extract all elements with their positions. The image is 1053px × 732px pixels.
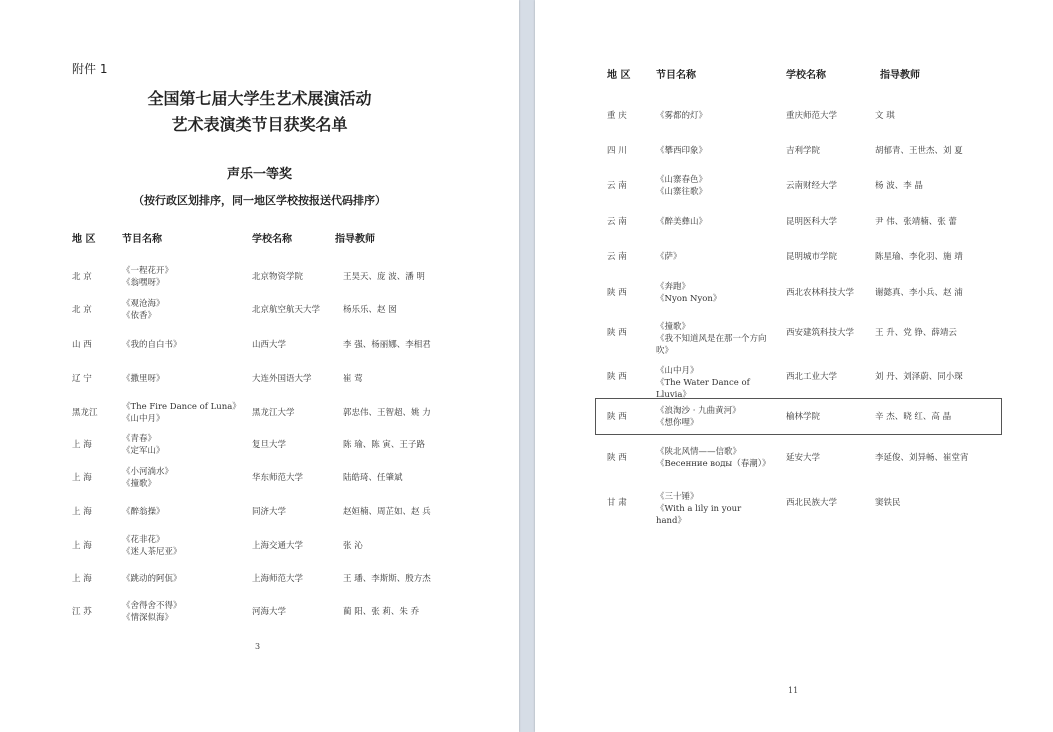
- cell-program: [122, 339, 250, 351]
- cell-program: [122, 373, 250, 385]
- cell-program: [122, 466, 250, 490]
- program-title-line: 《萨》: [656, 252, 682, 262]
- program-title-line: 《山寨往歌》: [656, 187, 708, 197]
- cell-teachers: 李延俊、刘异畅、崔堂宵: [875, 453, 969, 463]
- header-school: 学校名称: [252, 234, 292, 245]
- header-region: 地 区: [607, 70, 631, 81]
- header-teachers: 指导教师: [880, 70, 920, 81]
- cell-school: 延安大学: [786, 453, 821, 463]
- cell-region: 陕 西: [607, 372, 627, 382]
- program-title-line: 《迷人茶尼亚》: [122, 547, 182, 557]
- cell-teachers: 杨乐乐、赵 囡: [343, 305, 397, 315]
- program-title-line: 《醉美彝山》: [656, 217, 708, 227]
- cell-teachers: 王 璠、李斯斯、殷方杰: [343, 574, 431, 584]
- cell-school: 榆林学院: [786, 412, 821, 422]
- cell-program: [656, 174, 768, 198]
- program-title-line: 《The Fire Dance of Luna》: [122, 402, 241, 412]
- cell-teachers: 杨 波、李 晶: [875, 181, 923, 191]
- header-program: 节目名称: [122, 234, 162, 245]
- program-title-line: 《翁嘿呀》: [122, 278, 165, 288]
- cell-program: [656, 365, 768, 401]
- cell-teachers: 刘 丹、刘泽蔚、同小琛: [875, 372, 963, 382]
- program-title-line: 《我不知道风是在那一个方向吹》: [656, 334, 767, 356]
- cell-teachers: 张 沁: [343, 541, 363, 551]
- program-title-line: 《舍得舍不得》: [122, 601, 182, 611]
- cell-region: 江 苏: [72, 607, 92, 617]
- cell-teachers: 陈 瑜、陈 寅、王子路: [343, 440, 425, 450]
- program-title-line: 《青春》: [122, 434, 157, 444]
- cell-school: 昆明城市学院: [786, 252, 838, 262]
- program-title-line: 《情深似海》: [122, 613, 174, 623]
- program-title-line: 《醉翁操》: [122, 507, 165, 517]
- cell-program: [656, 281, 768, 305]
- program-title-line: 《一程花开》: [122, 266, 174, 276]
- cell-region: 陕 西: [607, 412, 627, 422]
- cell-program: [656, 216, 768, 228]
- program-title-line: 《撞歌》: [122, 479, 157, 489]
- cell-region: 上 海: [72, 440, 92, 450]
- cell-teachers: 窦铁民: [875, 498, 901, 508]
- program-title-line: 《小河淌水》: [122, 467, 174, 477]
- cell-school: 西安建筑科技大学: [786, 328, 855, 338]
- cell-school: 上海师范大学: [252, 574, 304, 584]
- program-title-line: 《攀西印象》: [656, 146, 708, 156]
- program-title-line: 《山寨春色》: [656, 175, 708, 185]
- cell-school: 西北工业大学: [786, 372, 838, 382]
- cell-school: 同济大学: [252, 507, 287, 517]
- cell-program: [656, 110, 768, 122]
- cell-school: 上海交通大学: [252, 541, 304, 551]
- award-category: 声乐一等奖: [226, 167, 292, 182]
- program-title-line: 《雾都的灯》: [656, 111, 708, 121]
- sort-note: （按行政区划排序，同一地区学校按报送代码排序）: [133, 194, 386, 207]
- cell-school: 黑龙江大学: [252, 408, 295, 418]
- program-title-line: 《With a lily in your hand》: [656, 504, 742, 526]
- program-title-line: 《奔跑》: [656, 282, 691, 292]
- page-number-right: 11: [788, 686, 799, 695]
- cell-region: 北 京: [72, 305, 92, 315]
- cell-teachers: 崔 莺: [343, 374, 363, 384]
- program-title-line: 《花非花》: [122, 535, 165, 545]
- program-title-line: 《我的自白书》: [122, 340, 182, 350]
- cell-program: [122, 298, 250, 322]
- cell-region: 山 西: [72, 340, 92, 350]
- program-title-line: 《Весенние воды（春潮）》: [656, 459, 771, 469]
- cell-school: 山西大学: [252, 340, 287, 350]
- cell-teachers: 李 强、杨丽娜、李相君: [343, 340, 431, 350]
- cell-school: 云南财经大学: [786, 181, 838, 191]
- cell-teachers: 蔺 阳、张 莉、朱 乔: [343, 607, 420, 617]
- header-teachers: 指导教师: [335, 234, 375, 245]
- cell-region: 陕 西: [607, 288, 627, 298]
- cell-region: 云 南: [607, 217, 627, 227]
- program-title-line: 《山中月》: [122, 414, 165, 424]
- cell-region: 陕 西: [607, 453, 627, 463]
- cell-teachers: 尹 伟、张靖楠、张 蕾: [875, 217, 957, 227]
- cell-region: 云 南: [607, 252, 627, 262]
- cell-program: [122, 433, 250, 457]
- cell-teachers: 王昊天、庞 波、潘 明: [343, 272, 425, 282]
- cell-region: 上 海: [72, 473, 92, 483]
- document-title-line2: 艺术表演类节目获奖名单: [171, 115, 348, 134]
- program-title-line: 《跳动的阿佤》: [122, 574, 182, 584]
- cell-school: 华东师范大学: [252, 473, 304, 483]
- cell-region: 上 海: [72, 541, 92, 551]
- cell-region: 四 川: [607, 146, 627, 156]
- cell-teachers: 辛 杰、晓 红、高 晶: [875, 412, 952, 422]
- cell-region: 辽 宁: [72, 374, 92, 384]
- program-title-line: 《撒里呀》: [122, 374, 165, 384]
- cell-program: [656, 321, 768, 357]
- cell-program: [656, 446, 771, 470]
- program-title-line: 《撞歌》: [656, 322, 691, 332]
- cell-region: 云 南: [607, 181, 627, 191]
- header-program: 节目名称: [656, 70, 696, 81]
- cell-teachers: 陆皓琦、任肇斌: [343, 473, 403, 483]
- cell-program: [656, 491, 768, 527]
- cell-teachers: 谢懿真、李小兵、赵 浦: [875, 288, 963, 298]
- page-number-left: 3: [255, 642, 261, 651]
- document-title-line1: 全国第七届大学生艺术展演活动: [147, 89, 372, 108]
- cell-region: 上 海: [72, 507, 92, 517]
- cell-program: [122, 401, 250, 425]
- cell-teachers: 郭忠伟、王智超、姚 力: [343, 408, 431, 418]
- cell-school: 北京物资学院: [252, 272, 304, 282]
- cell-school: 复旦大学: [252, 440, 287, 450]
- cell-program: [122, 573, 250, 585]
- cell-teachers: 王 升、党 铮、薛靖云: [875, 328, 957, 338]
- cell-program: [122, 600, 250, 624]
- cell-program: [122, 534, 250, 558]
- program-title-line: 《三十锤》: [656, 492, 699, 502]
- cell-region: 上 海: [72, 574, 92, 584]
- program-title-line: 《想你哩》: [656, 418, 699, 428]
- header-region: 地 区: [72, 234, 96, 245]
- cell-program: [656, 251, 768, 263]
- cell-school: 昆明医科大学: [786, 217, 838, 227]
- cell-region: 黑龙江: [72, 408, 98, 418]
- cell-program: [656, 145, 768, 157]
- annex-label: 附件 1: [72, 62, 108, 76]
- cell-teachers: 陈星瑜、李化羽、施 靖: [875, 252, 963, 262]
- cell-school: 北京航空航天大学: [252, 305, 321, 315]
- cell-teachers: 文 琪: [875, 111, 895, 121]
- cell-school: 吉利学院: [786, 146, 821, 156]
- document-page-right: [535, 0, 1053, 732]
- cell-school: 西北民族大学: [786, 498, 838, 508]
- cell-region: 甘 肃: [607, 498, 627, 508]
- program-title-line: 《Nyon Nyon》: [656, 294, 722, 304]
- program-title-line: 《山中月》: [656, 366, 699, 376]
- cell-region: 陕 西: [607, 328, 627, 338]
- highlighted-row-box: [595, 398, 1002, 435]
- cell-teachers: 赵姮楠、周芷如、赵 兵: [343, 507, 431, 517]
- program-title-line: 《陕北风情——信歌》: [656, 447, 742, 457]
- cell-program: [122, 506, 250, 518]
- header-school: 学校名称: [786, 70, 826, 81]
- document-page-left: [0, 0, 519, 732]
- cell-school: 西北农林科技大学: [786, 288, 855, 298]
- program-title-line: 《依香》: [122, 311, 157, 321]
- cell-school: 大连外国语大学: [252, 374, 312, 384]
- program-title-line: 《浪淘沙 · 九曲黄河》: [656, 406, 741, 416]
- program-title-line: 《观沧海》: [122, 299, 165, 309]
- cell-school: 重庆师范大学: [786, 111, 838, 121]
- cell-region: 北 京: [72, 272, 92, 282]
- cell-teachers: 胡郁青、王世杰、刘 夏: [875, 146, 963, 156]
- program-title-line: 《定军山》: [122, 446, 165, 456]
- program-title-line: 《The Water Dance of Lluvia》: [656, 378, 750, 400]
- cell-region: 重 庆: [607, 111, 627, 121]
- cell-program: [122, 265, 250, 289]
- cell-school: 河海大学: [252, 607, 287, 617]
